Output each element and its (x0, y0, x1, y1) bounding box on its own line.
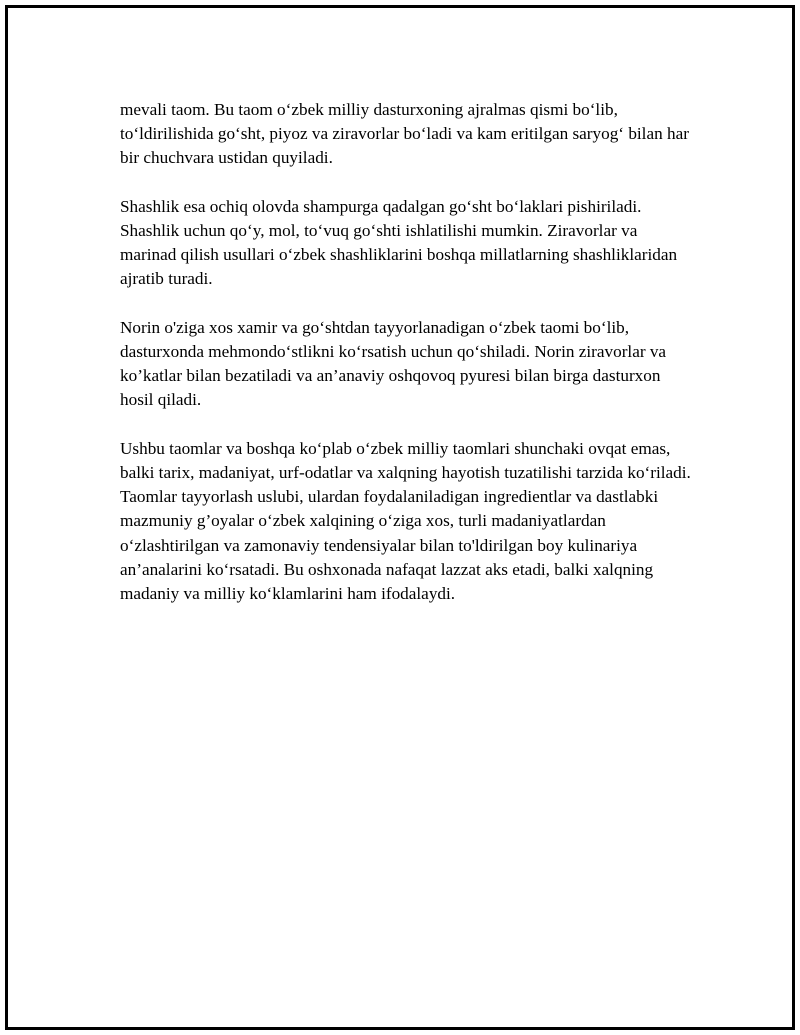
paragraph-conclusion: Ushbu taomlar va boshqa ko‘plab o‘zbek milliy taomlari shunchaki ovqat emas, balki tarix, madaniyat, urf-odatlar va xalqning hayotish tuzatilishi tarzida ko‘riladi. Taomlar tayyorlash uslubi, ulardan foydalaniladigan ingredientlar va dastlabki mazmuniy g’oyalar o‘zbek xalqining o‘ziga xos, turli madaniyatlardan o‘zlashtirilgan va zamonaviy tendensiyalar bilan to'ldirilgan boy kulinariya an’analarini ko‘rsatadi. Bu oshxonada nafaqat lazzat aks etadi, balki xalqning madaniy va milliy ko‘klamlarini ham ifodalaydi. (120, 438, 691, 604)
paragraph-chuchvara: mevali taom. Bu taom o‘zbek milliy dasturxoning ajralmas qismi bo‘lib, to‘ldirilishida go‘sht, piyoz va ziravorlar bo‘ladi va kam eritilgan saryog‘ bilan har bir chuchvara ustidan quyiladi. (120, 100, 689, 168)
document-body (120, 98, 695, 630)
paragraph-norin: Norin o'ziga xos xamir va go‘shtdan tayyorlanadigan o‘zbek taomi bo‘lib, dasturxonda mehmondo‘stlikni ko‘rsatish uchun qo‘shiladi. Norin ziravorlar va ko’katlar bilan bezatiladi va an’anaviy oshqovoq pyuresi bilan birga dasturxon hosil qiladi. (120, 317, 667, 410)
paragraph-shashlik: Shashlik esa ochiq olovda shampurga qadalgan go‘sht bo‘laklari pishiriladi. Shashlik uchun qo‘y, mol, to‘vuq go‘shti ishlatilishi mumkin. Ziravorlar va marinad qilish usullari o‘zbek shashliklarini boshqa millatlarning shashliklaridan ajratib turadi. (120, 196, 678, 289)
page-frame (5, 5, 795, 1030)
